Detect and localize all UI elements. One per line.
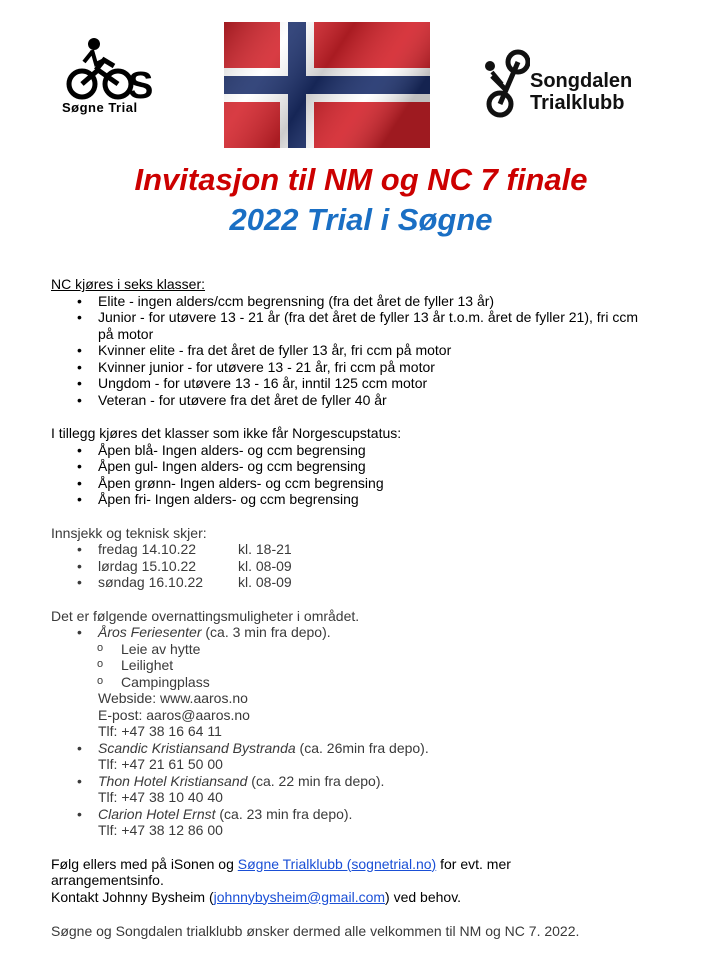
checkin-time: kl. 08-09 bbox=[238, 557, 292, 574]
checkin-time: kl. 08-09 bbox=[238, 574, 292, 590]
svg-text:S: S bbox=[128, 65, 154, 102]
extra-classes-heading: I tillegg kjøres det klasser som ikke får Norgescupstatus: bbox=[51, 425, 402, 441]
lodging-phone: Tlf: +47 38 10 40 40 bbox=[98, 789, 223, 805]
extra-class-item: • Åpen gul- Ingen alders- og ccm begrensing bbox=[51, 458, 651, 475]
checkin-time: kl. 18-21 bbox=[238, 541, 292, 557]
follow-text: Følg ellers med på iSonen og bbox=[51, 855, 238, 872]
class-item: • Ungdom - for utøvere 13 - 16 år, inntil 125 ccm motor bbox=[51, 375, 651, 392]
lodging-email: E-post: aaros@aaros.no bbox=[98, 706, 250, 723]
checkin-day: søndag 16.10.22 bbox=[98, 574, 204, 590]
lodging-phone: Tlf: +47 38 16 64 11 bbox=[98, 723, 222, 739]
document-body bbox=[51, 276, 651, 940]
lodging-item-clarion bbox=[51, 806, 651, 823]
wheelie-rider-icon bbox=[484, 46, 530, 118]
checkin-item bbox=[51, 558, 651, 575]
trialklubb-logo-word: Trialklubb bbox=[530, 92, 625, 114]
checkin-item bbox=[51, 541, 651, 558]
lodging-note: (ca. 26min fra depo). bbox=[295, 739, 429, 756]
title-line-2: 2022 Trial i Søgne bbox=[229, 202, 493, 237]
lodging-name: Åros Feriesenter bbox=[98, 624, 202, 640]
lodging-list bbox=[51, 624, 651, 839]
checkin-day: lørdag 15.10.22 bbox=[98, 557, 197, 574]
flag-icon bbox=[224, 22, 430, 148]
lodging-item-aaros bbox=[51, 624, 651, 641]
extra-class-item: • Åpen fri- Ingen alders- og ccm begrensing bbox=[51, 491, 651, 508]
class-item: • Kvinner elite - fra det året de fyller 13 år, fri ccm på motor bbox=[51, 342, 651, 359]
extra-classes-list bbox=[51, 442, 651, 508]
class-item: • Elite - ingen alders/ccm begrensning (fra det året de fyller 13 år) bbox=[51, 293, 651, 310]
sogne-trial-logo bbox=[58, 36, 168, 120]
sogne-trial-logo-text: Søgne Trial bbox=[62, 100, 138, 115]
lodging-note: (ca. 3 min fra depo). bbox=[201, 624, 331, 640]
classes-heading: NC kjøres i seks klasser: bbox=[51, 276, 206, 292]
extra-class-item: • Åpen blå- Ingen alders- og ccm begrensing bbox=[51, 442, 651, 459]
extra-class-item: • Åpen grønn- Ingen alders- og ccm begrensing bbox=[51, 475, 651, 492]
class-item: • Junior - for utøvere 13 - 21 år (fra det året de fyller 13 år t.o.m. året de fyller 21), fri ccm på motor bbox=[51, 309, 651, 342]
lodging-phone: Tlf: +47 38 12 86 00 bbox=[98, 822, 223, 838]
classes-list bbox=[51, 293, 651, 409]
class-item: • Veteran - for utøvere fra det året de fyller 40 år bbox=[51, 392, 651, 409]
lodging-item-thon bbox=[51, 773, 651, 790]
lodging-note: (ca. 22 min fra depo). bbox=[247, 772, 385, 789]
lodging-option: o Leie av hytte bbox=[51, 641, 651, 658]
contact-text-end: ) ved behov. bbox=[385, 888, 462, 905]
checkin-list bbox=[51, 541, 651, 591]
contact-text: Kontakt Johnny Bysheim ( bbox=[51, 888, 214, 905]
checkin-day: fredag 14.10.22 bbox=[98, 541, 197, 557]
contact-paragraph bbox=[51, 889, 651, 906]
follow-paragraph bbox=[51, 856, 571, 889]
lodging-name: Clarion Hotel Ernst bbox=[98, 805, 216, 822]
lodging-note: (ca. 23 min fra depo). bbox=[215, 805, 353, 822]
lodging-item-scandic bbox=[51, 740, 651, 757]
email-link[interactable]: johnnybysheim@gmail.com bbox=[213, 888, 386, 905]
class-item: • Kvinner junior - for utøvere 13 - 21 år, fri ccm på motor bbox=[51, 359, 651, 376]
title-line-1: Invitasjon til NM og NC 7 finale bbox=[134, 162, 588, 197]
checkin-item bbox=[51, 574, 651, 591]
songdalen-trialklubb-logo bbox=[484, 44, 674, 124]
checkin-heading: Innsjekk og teknisk skjer: bbox=[51, 524, 207, 541]
lodging-heading: Det er følgende overnattingsmuligheter i området. bbox=[51, 607, 360, 624]
lodging-name: Scandic Kristiansand Bystranda bbox=[98, 739, 296, 756]
songdalen-logo-word: Songdalen bbox=[530, 70, 633, 92]
follow-text-end: for evt. mer arrangementsinfo. bbox=[51, 855, 511, 888]
lodging-website: Webside: www.aaros.no bbox=[98, 690, 248, 706]
lodging-phone: Tlf: +47 21 61 50 00 bbox=[98, 756, 223, 772]
norwegian-flag bbox=[224, 22, 430, 148]
lodging-option: o Campingplass bbox=[51, 674, 651, 691]
lodging-option: o Leilighet bbox=[51, 657, 651, 674]
closing-paragraph: Søgne og Songdalen trialklubb ønsker dermed alle velkommen til NM og NC 7. 2022. bbox=[51, 923, 580, 939]
sognetrial-link[interactable]: Søgne Trialklubb (sognetrial.no) bbox=[237, 855, 437, 872]
lodging-name: Thon Hotel Kristiansand bbox=[98, 772, 248, 789]
motorcycle-rider-icon bbox=[58, 36, 168, 102]
